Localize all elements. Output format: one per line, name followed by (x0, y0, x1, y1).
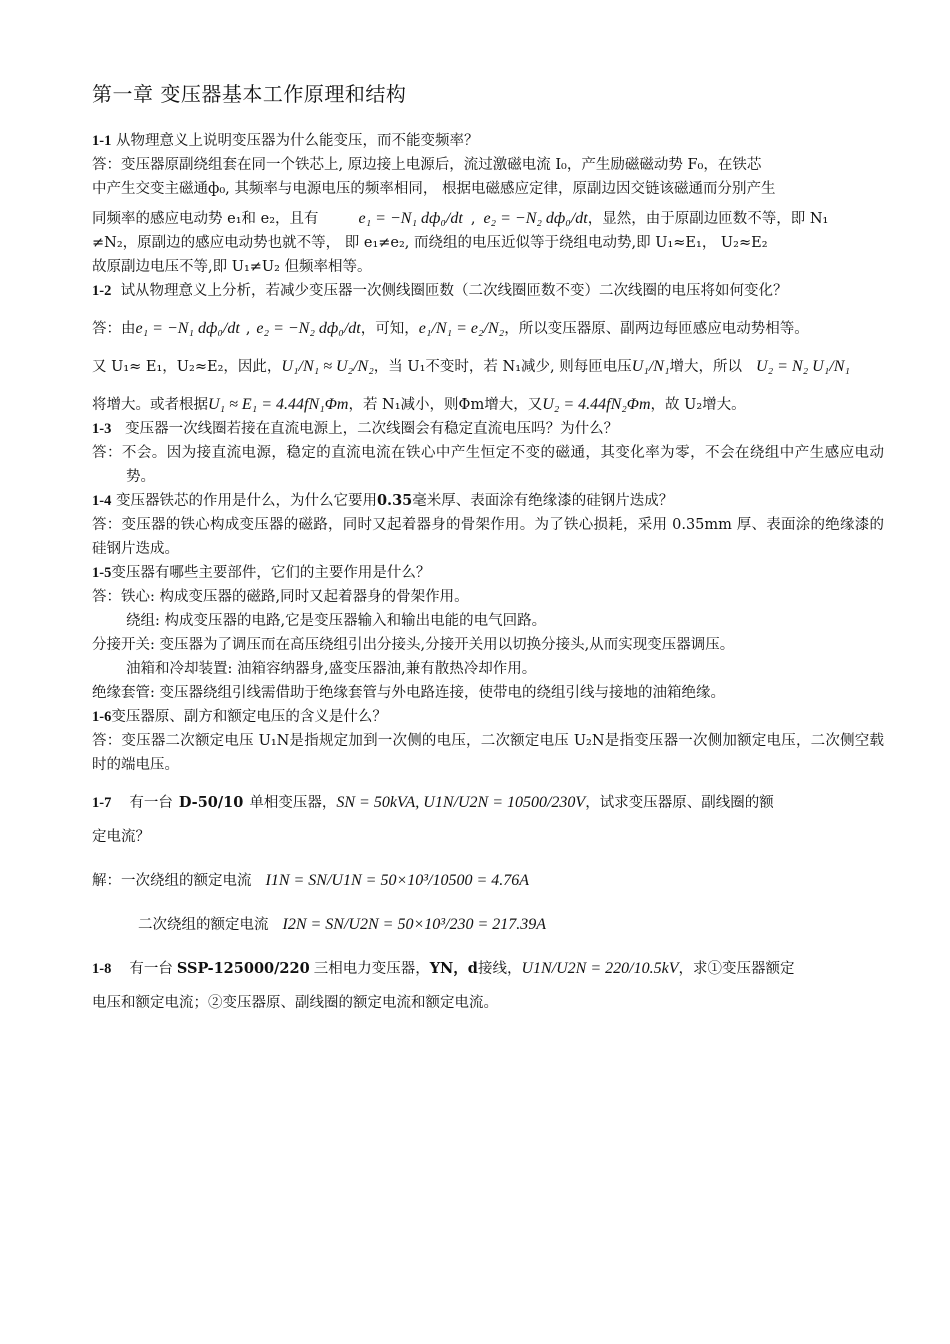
question-1-7 (92, 791, 884, 815)
answer-text: 答：变压器二次额定电压 U₁N是指规定加到一次侧的电压，二次额定电压 U₂N是指变压器一次侧加额定电压，二次侧空载时的端电压。 (92, 733, 884, 773)
question-text: 单相变压器， (249, 795, 337, 811)
question-text: 三相电力变压器， (313, 961, 430, 977)
question-1-3 (92, 417, 884, 441)
answer-text: ，所以变压器原、副两边每匝感应电动势相等。 (504, 321, 809, 337)
question-text: 从物理意义上说明变压器为什么能变压，而不能变频率？ (115, 133, 479, 149)
answer-text: ，若 N₁减小，则Φm增大，又 (348, 397, 543, 413)
answer-text: 答：由 (92, 321, 136, 337)
question-number: 1-7 (92, 795, 112, 811)
question-text: ，试求变压器原、副线圈的额 (585, 795, 774, 811)
equation-per-turn: U₁/N₁ (631, 358, 670, 375)
answer-line: ≠N₂，原副边的感应电动势也就不等， 即 e₁≠e₂, 而绕组的电压近似等于绕组电动势,即 U₁≈E₁， U₂≈E₂ (92, 235, 768, 251)
equation-ratio: e₁/N₁ = e₂/N₂ (418, 320, 505, 337)
question-text: 毫米厚、表面涂有绝缘漆的硅钢片迭成？ (412, 493, 674, 509)
connection-type: YN，d (429, 960, 478, 977)
question-text: 接线， (477, 961, 522, 977)
equation-u2-emf: U₂ = 4.44fN₂Φm (542, 396, 651, 413)
equation-e2: e₂ = −N₂ dф₀/dt (483, 210, 588, 227)
solution-primary-current (92, 869, 884, 893)
answer-line: 答：变压器原副绕组套在同一个铁芯上, 原边接上电源后，流过激磁电流 I₀，产生励磁磁动势 F₀，在铁芯 (92, 157, 762, 173)
question-text: 变压器有哪些主要部件，它们的主要作用是什么？ (111, 565, 431, 581)
question-1-4 (92, 489, 884, 513)
question-1-5 (92, 561, 884, 585)
question-text: 定电流？ (92, 829, 150, 845)
solution-label: 二次绕组的额定电流 (138, 917, 269, 933)
list-item: 答：铁心: 构成变压器的磁路,同时又起着器身的骨架作用。 (92, 589, 469, 605)
answer-text: 将增大。或者根据 (92, 397, 208, 413)
answer-text: 答：不会。因为接直流电源，稳定的直流电流在铁心中产生恒定不变的磁通，其变化率为零，不会在绕组中产生感应电动势。 (92, 445, 884, 485)
equation-e1: e₁ = −N₁ dф₀/dt (135, 320, 240, 337)
answer-line-with-equations: 答：由 e₁ = −N₁ dф₀/dt , e₂ = −N₂ dф₀/dt ，可知， e₁/N₁ = e₂/N₂ ，所以变压器原、副两边每匝感应电动势相等。 (92, 317, 884, 341)
chapter-title: 第一章 变压器基本工作原理和结构 (92, 82, 407, 106)
answer-line-with-equations (92, 355, 884, 379)
question-number: 1-6 (92, 709, 112, 725)
question-1-1 (92, 129, 884, 153)
list-item: 绕组: 构成变压器的电路,它是变压器输入和输出电能的电气回路。 (126, 613, 547, 629)
answer-text: 又 U₁≈ E₁，U₂≈E₂，因此， (92, 359, 282, 375)
question-text: ，求①变压器额定 (678, 961, 795, 977)
answer-text: ，故 U₂增大。 (650, 397, 746, 413)
answer-line-with-equations (92, 393, 884, 417)
equation-e2: e₂ = −N₂ dф₀/dt (256, 320, 361, 337)
answer-text: 答：变压器的铁心构成变压器的磁路，同时又起着器身的骨架作用。为了铁心损耗，采用 0.35mm 厚、表面涂的绝缘漆的硅钢片迭成。 (92, 517, 884, 557)
answer-text: ，可知， (360, 321, 419, 337)
answer-line-with-equations: 同频率的感应电动势 e₁和 e₂，且有 e₁ = −N₁ dф₀/dt , e₂ = −N₂ dф₀/dt ，显然，由于原副边匝数不等，即 N₁ (92, 207, 884, 231)
equation-voltage-ratio: U₁/N₁ ≈ U₂/N₂ (281, 358, 374, 375)
list-item: 油箱和冷却装置: 油箱容纳器身,盛变压器油,兼有散热冷却作用。 (126, 661, 537, 677)
transformer-model: D-50/10 (178, 794, 244, 811)
question-text: 变压器一次线圈若接在直流电源上，二次线圈会有稳定直流电压吗？为什么？ (125, 421, 619, 437)
equation-rating: SN = 50kVA, U1N/U2N = 10500/230V (336, 794, 586, 811)
question-text: 电压和额定电流；②变压器原、副线圈的额定电流和额定电流。 (92, 995, 498, 1011)
equation-voltage: U1N/U2N = 220/10.5kV (521, 960, 679, 977)
solution-secondary-current (92, 913, 884, 937)
question-text: 变压器铁芯的作用是什么，为什么它要用 (115, 493, 377, 509)
question-number: 1-5 (92, 565, 112, 581)
transformer-model: SSP-125000/220 (176, 960, 310, 977)
question-1-2 (92, 279, 884, 303)
question-number: 1-2 (92, 283, 112, 299)
answer-line: 中产生交变主磁通ф₀, 其频率与电源电压的频率相同， 根据电磁感应定律，原副边因交链该磁通而分别产生 (92, 181, 776, 197)
question-number: 1-8 (92, 961, 112, 977)
answer-line: 故原副边电压不等,即 U₁≠U₂ 但频率相等。 (92, 259, 372, 275)
thickness-value: 0.35 (376, 492, 413, 509)
question-1-8 (92, 957, 884, 981)
question-number: 1-4 (92, 493, 112, 509)
question-1-6 (92, 705, 884, 729)
question-text: 试从物理意义上分析，若减少变压器一次侧线圈匝数（二次线圈匝数不变）二次线圈的电压将如何变化？ (120, 283, 788, 299)
question-number: 1-3 (92, 421, 112, 437)
answer-text: ，当 U₁不变时，若 N₁减少, 则每匝电压 (373, 359, 632, 375)
solution-label: 解：一次绕组的额定电流 (92, 873, 252, 889)
equation-e1: e₁ = −N₁ dф₀/dt (358, 210, 463, 227)
answer-text: 同频率的感应电动势 e₁和 e₂，且有 (92, 211, 319, 227)
question-text: 变压器原、副方和额定电压的含义是什么？ (111, 709, 387, 725)
list-item: 分接开关: 变压器为了调压而在高压绕组引出分接头,分接开关用以切换分接头,从而实现变压器调压。 (92, 637, 735, 653)
document-page (92, 70, 884, 1015)
answer-text: ，显然，由于原副边匝数不等，即 N₁ (587, 211, 829, 227)
equation-u1-emf: U₁ ≈ E₁ = 4.44fN₁Φm (208, 396, 349, 413)
equation-i1n: I1N = SN/U1N = 50×10³/10500 = 4.76A (265, 872, 530, 889)
answer-text: 增大，所以 (669, 359, 743, 375)
question-text: 有一台 (129, 961, 173, 977)
equation-i2n: I2N = SN/U2N = 50×10³/230 = 217.39A (282, 916, 547, 933)
equation-u2: U₂ = N₂ U₁/N₁ (756, 358, 850, 375)
list-item: 绝缘套管: 变压器绕组引线需借助于绝缘套管与外电路连接，使带电的绕组引线与接地的油箱绝缘。 (92, 685, 725, 701)
question-text: 有一台 (129, 795, 173, 811)
question-number: 1-1 (92, 133, 112, 149)
